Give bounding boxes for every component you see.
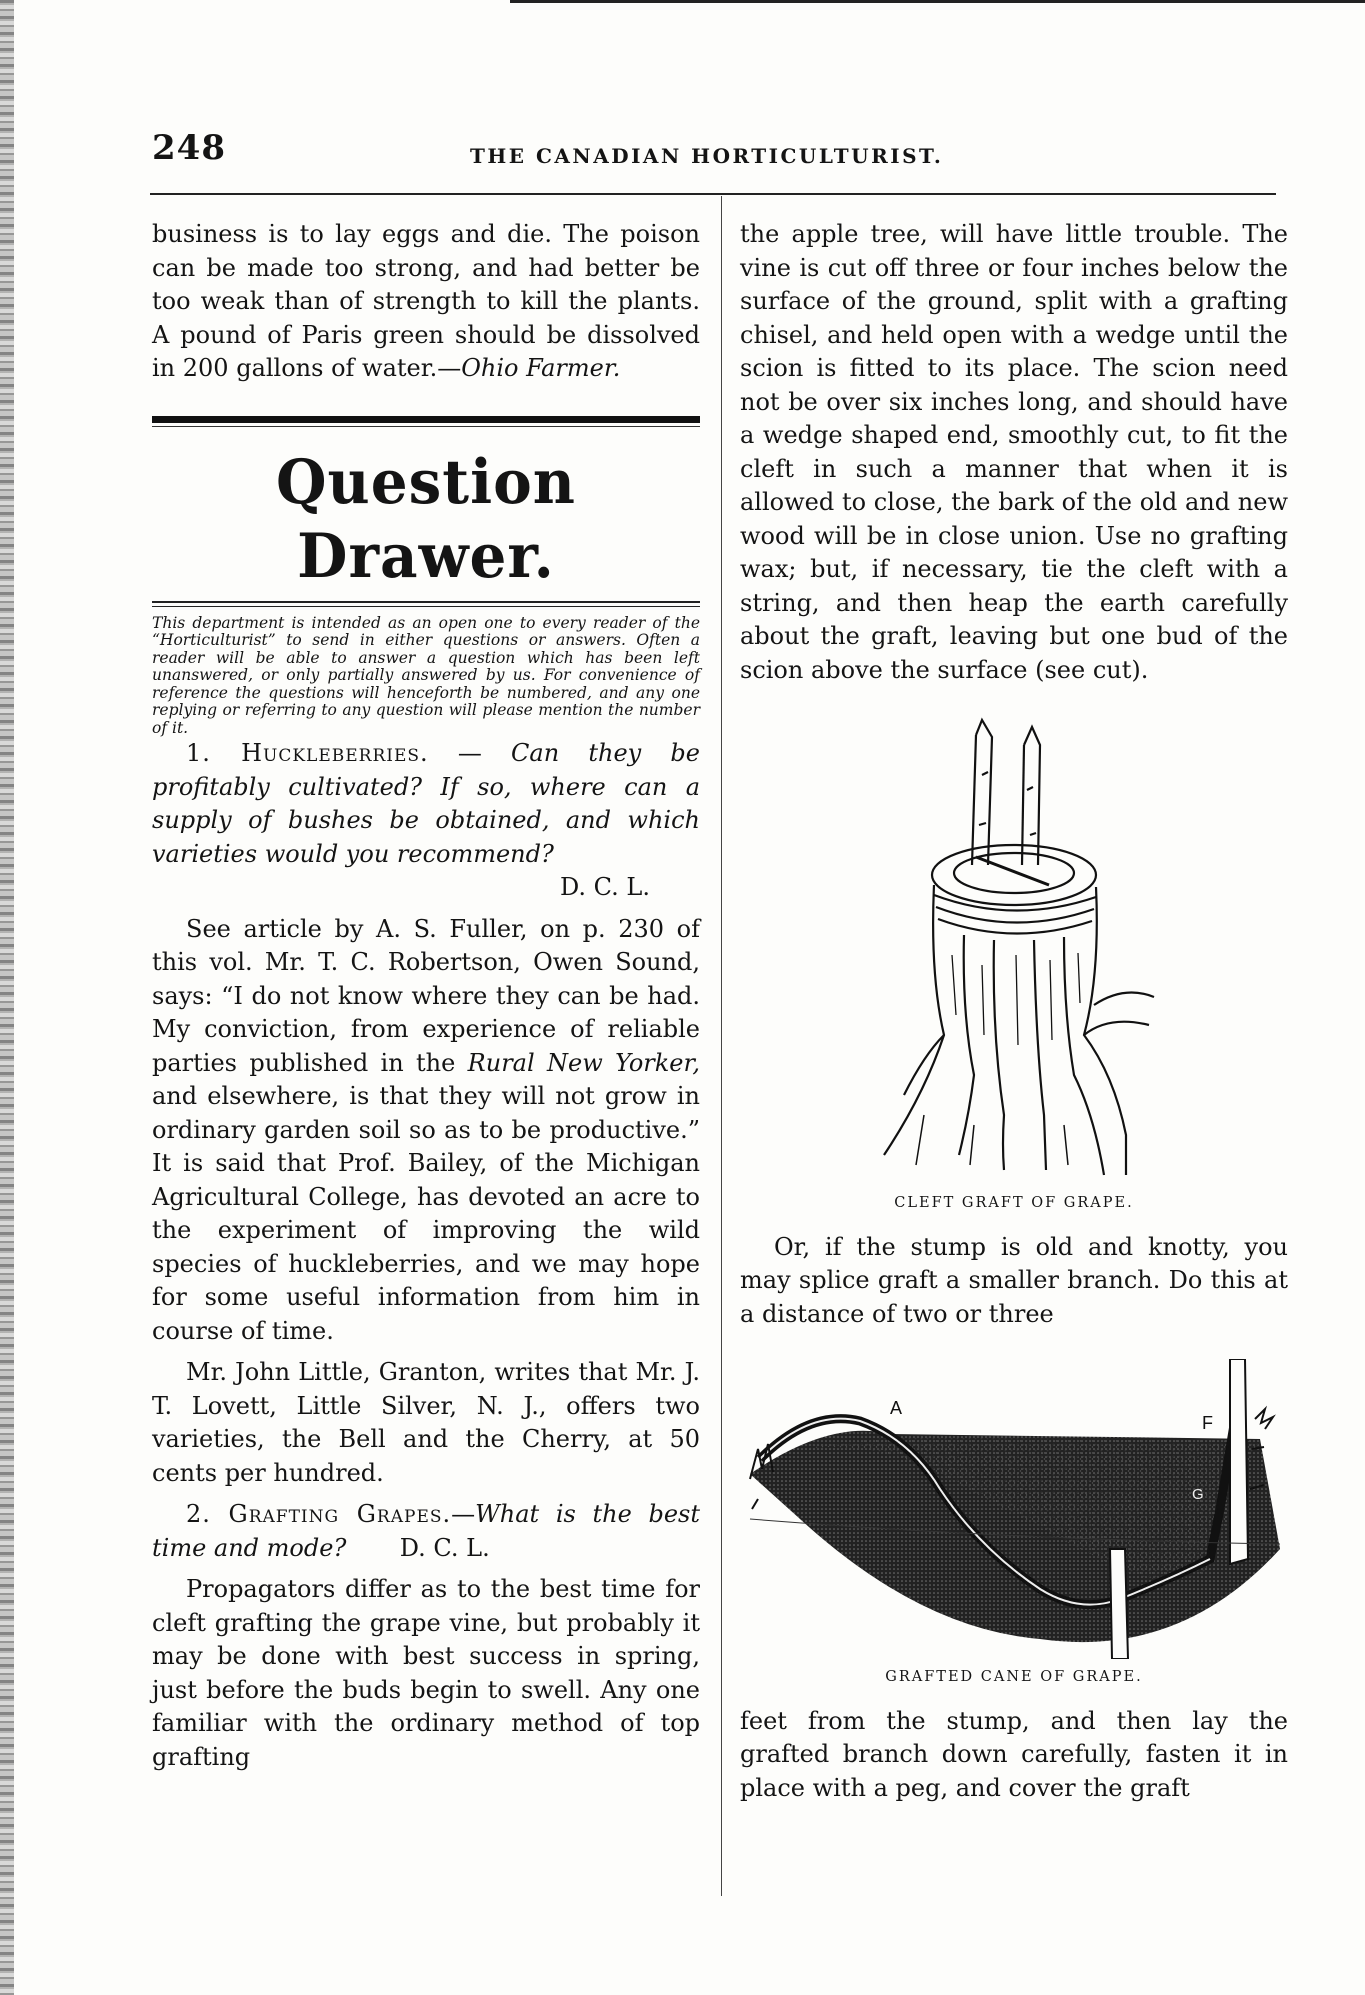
question-1-signature: D. C. L. bbox=[560, 873, 650, 901]
figure-2-caption: GRAFTED CANE OF GRAPE. bbox=[885, 1669, 1143, 1685]
title-underline bbox=[152, 601, 700, 607]
running-head: THE CANADIAN HORTICULTURIST. bbox=[470, 144, 944, 168]
left-column bbox=[152, 218, 700, 1774]
scanned-page-edge bbox=[0, 0, 14, 1995]
figure-label-f: F bbox=[1202, 1413, 1213, 1433]
question-2-text: What is the best time and mode? bbox=[152, 1500, 700, 1562]
publication-name: Rural New Yorker, bbox=[467, 1048, 700, 1077]
continuation-paragraph: business is to lay eggs and die. The poison can be made too strong, and had better be too weak than of strength to kill the plants. A pound of Paris green should be dissolved in 200 gallons of water.—Ohio Farmer. bbox=[152, 220, 700, 382]
question-2: 2. Grafting Grapes.—What is the best time and mode? D. C. L. bbox=[152, 1500, 700, 1562]
right-column bbox=[740, 218, 1288, 1805]
cleft-graft-drawing bbox=[864, 715, 1164, 1185]
question-1-text: Can they be profitably cultivated? If so, where can a supply of bushes be obtained, and which varieties would you recommend? bbox=[152, 739, 700, 868]
section-divider-thin bbox=[152, 426, 700, 427]
grafted-cane-illustration bbox=[740, 1359, 1288, 1659]
right-paragraph-3: feet from the stump, and then lay the grafted branch down carefully, fasten it in place with a peg, and cover the graft bbox=[740, 1706, 1288, 1802]
answer-2-paragraph-1: Propagators differ as to the best time for cleft grafting the grape vine, but probably it may be done with best success in spring, just before the buds begin to swell. Any one familiar with the ordinary method of top grafting bbox=[152, 1575, 700, 1771]
section-title: Question Drawer. bbox=[276, 446, 576, 591]
department-note: This department is intended as an open one to every reader of the “Horticulturist” to send in either questions or answers. Often a reader will be able to answer a question which has been left unanswered, or only partially answered by us. For convenience of reference the questions will henceforth be numbered, and any one replying or referring to any question will please mention the number of it. bbox=[152, 613, 700, 737]
question-1-label: 1. Huckleberries. bbox=[186, 739, 429, 767]
answer-1-paragraph-1: See article by A. S. Fuller, on p. 230 of this vol. Mr. T. C. Robertson, Owen Sound, says: “I do not know where they can be had. My conviction, from experience of reliable parties published in the Rural New Yorker, and elsewhere, is that they will not grow in ordinary garden soil so as to be productive.” It is said that Prof. Bailey, of the Michigan Agricultural College, has devoted an acre to the experiment of improving the wild species of huckleberries, and we may hope for some useful information from him in course of time. bbox=[152, 914, 700, 1345]
page-number: 248 bbox=[152, 128, 226, 168]
header-rule bbox=[150, 193, 1276, 195]
grafted-cane-drawing bbox=[740, 1359, 1288, 1659]
answer-1-paragraph-2: Mr. John Little, Granton, writes that Mr. J. T. Lovett, Little Silver, N. J., offers two varieties, the Bell and the Cherry, at 50 cents per hundred. bbox=[152, 1358, 700, 1487]
question-2-signature: D. C. L. bbox=[399, 1533, 490, 1562]
figure-label-a: A bbox=[890, 1398, 903, 1418]
figure-label-g: G bbox=[1192, 1486, 1204, 1503]
question-2-label: 2. Grafting Grapes. bbox=[186, 1500, 452, 1528]
section-divider-thick bbox=[152, 416, 700, 423]
question-1: 1. Huckleberries. — Can they be profitably cultivated? If so, where can a supply of bushes be obtained, and which varieties would you recommend? D. C. L. bbox=[152, 737, 700, 905]
right-paragraph-1: the apple tree, will have little trouble. The vine is cut off three or four inches below the surface of the ground, split with a grafting chisel, and held open with a wedge until the scion is fitted to its place. The scion need not be over six inches long, and should have a wedge shaped end, smoothly cut, to fit the cleft in such a manner that when it is allowed to close, the bark of the old and new wood will be in close union. Use no grafting wax; but, if necessary, tie the cleft with a string, and then heap the earth carefully about the graft, leaving but one bud of the scion above the surface (see cut). bbox=[740, 220, 1288, 684]
figure-1-caption: CLEFT GRAFT OF GRAPE. bbox=[894, 1195, 1134, 1211]
right-paragraph-2: Or, if the stump is old and knotty, you may splice graft a smaller branch. Do this at a distance of two or three bbox=[740, 1232, 1288, 1328]
top-border-line bbox=[510, 0, 1365, 3]
continuation-source: Ohio Farmer. bbox=[461, 354, 621, 382]
cleft-graft-illustration bbox=[864, 715, 1164, 1185]
column-divider bbox=[721, 196, 722, 1896]
